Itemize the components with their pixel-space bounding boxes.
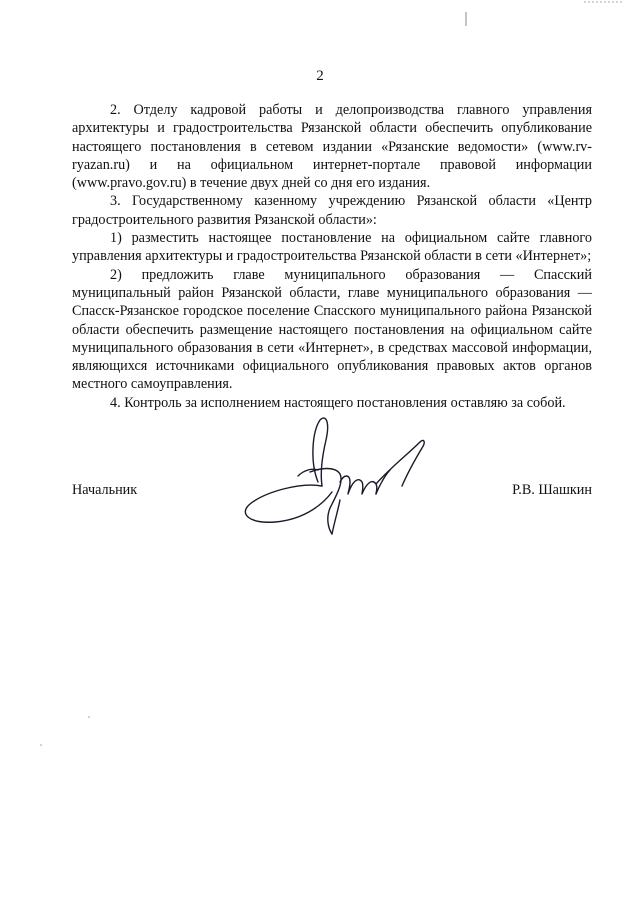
document-body: [72, 101, 592, 412]
scan-artifact-mark: [584, 0, 624, 6]
scan-artifact-mark: [460, 12, 472, 28]
paragraph-item-3: 3. Государственному казенному учреждению Рязанской области «Центр градостроительного развития Рязанской области»:: [72, 193, 592, 228]
paragraph-item-2: 2. Отделу кадровой работы и делопроизводства главного управления архитектуры и градостроительства Рязанской области обеспечить опубликование настоящего постановления в сетевом издании «Рязанские ведомости» (www.rv-ryazan.ru) и на официальном интернет-портале правовой информации (www.pravo.gov.ru) в течение двух дней со дня его издания.: [72, 102, 592, 192]
signatory-title: Начальник: [72, 482, 138, 498]
scan-artifact-mark: [38, 742, 44, 748]
signatory-name: Р.В. Шашкин: [512, 482, 592, 498]
page-number: 2: [316, 68, 324, 84]
paragraph-subitem-2: 2) предложить главе муниципального образования — Спасский муниципальный район Рязанской области, главе муниципального образования — Спасск-Рязанское городское поселение Спасского муниципального района Рязанской области обеспечить размещение настоящего постановления на официальном сайте муниципального образования в сети «Интернет», в средствах массовой информации, являющихся источниками официального опубликования правовых актов органов местного самоуправления.: [72, 266, 592, 393]
paragraph-subitem-1: 1) разместить настоящее постановление на официальном сайте главного управления архитектуры и градостроительства Рязанской области в сети «Интернет»;: [72, 230, 592, 265]
scan-artifact-mark: [86, 714, 92, 720]
handwritten-signature: [240, 412, 430, 542]
paragraph-item-4: 4. Контроль за исполнением настоящего постановления оставляю за собой.: [110, 394, 566, 411]
